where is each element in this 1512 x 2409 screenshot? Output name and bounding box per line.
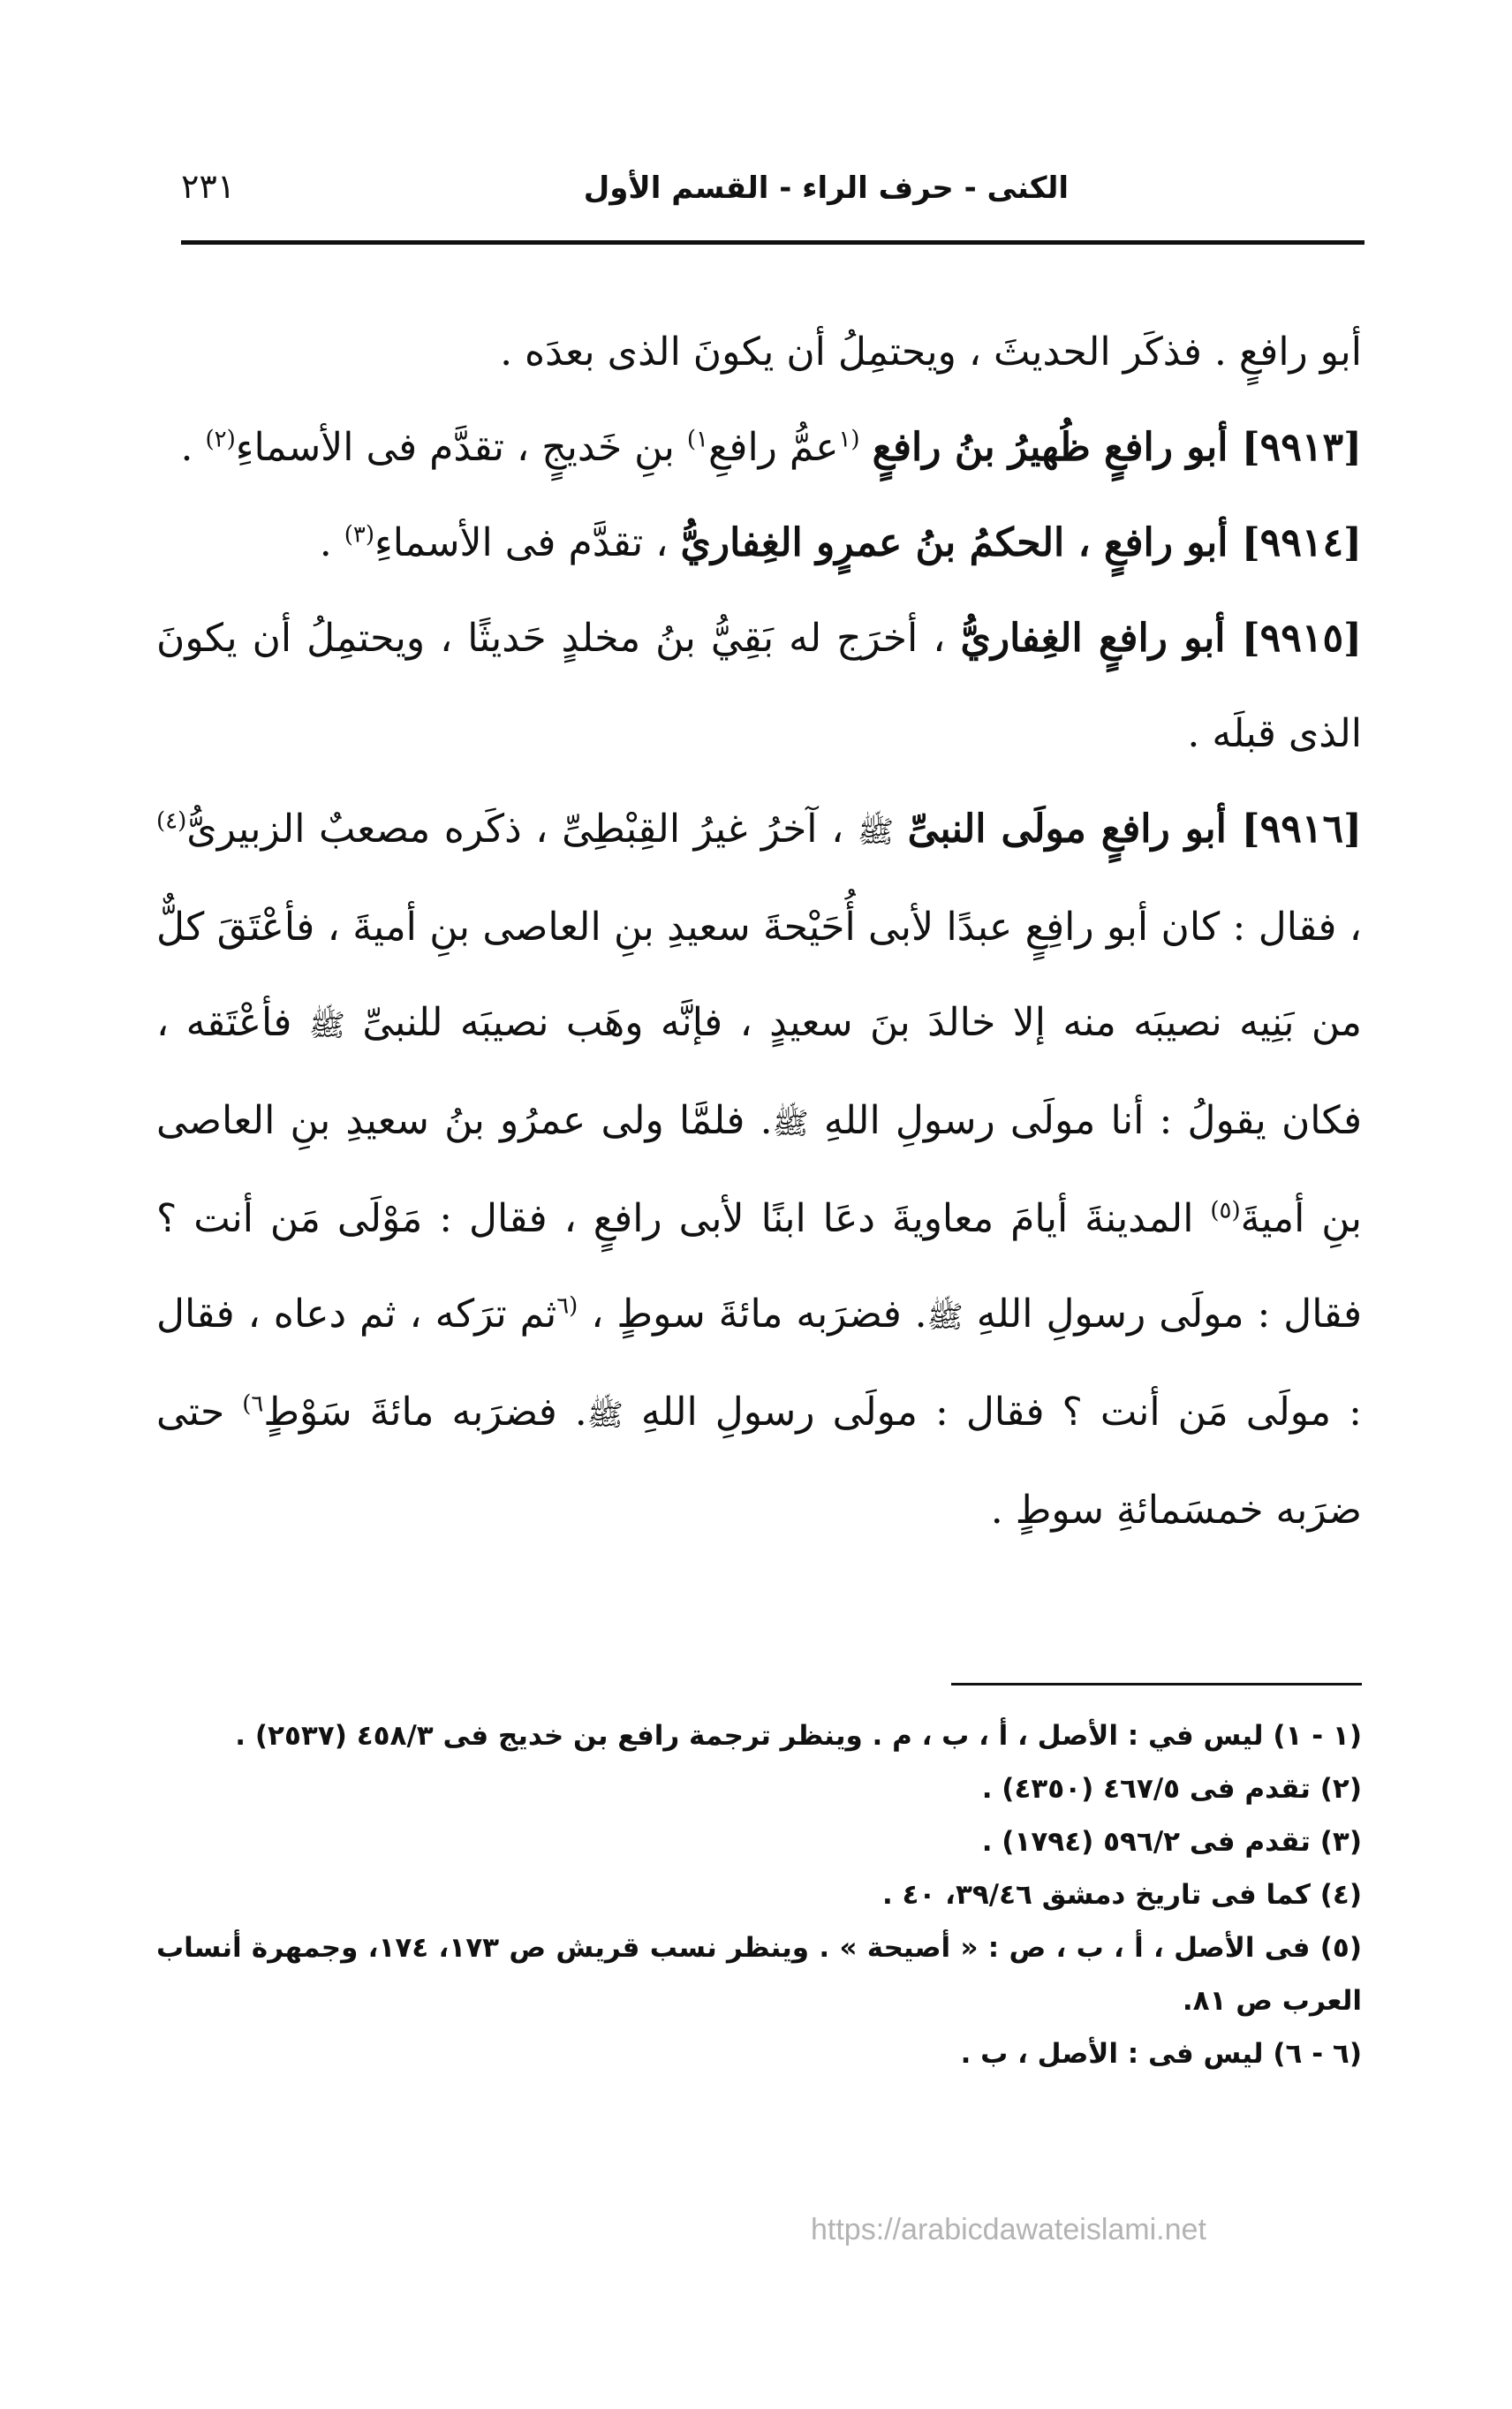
entry-9914 (156, 496, 1362, 591)
footnote-marker: (٢) (205, 426, 236, 453)
footnote-marker: ٦) (242, 1390, 264, 1418)
footnote: (٥) فى الأصل ، أ ، ب ، ص : « أصيحة » . وينظر نسب قريش ص ١٧٣، ١٧٤، وجمهرة أنساب العرب ص ٨١. (156, 1932, 1362, 2017)
running-header (181, 163, 1360, 225)
main-text (156, 305, 1362, 1558)
header-divider (181, 240, 1365, 245)
footnote-marker: ١) (686, 426, 708, 453)
footnote-divider (951, 1683, 1362, 1686)
entry-text: . (180, 425, 193, 470)
header-title: الكنى - حرف الراء - القسم الأول (583, 170, 1069, 206)
salawat-glyph: ﷺ (308, 1008, 345, 1043)
entry-text: ثم ترَكه ، ثم دعاه ، فقال : مولَى مَن أنت ؟ فقال : مولَى رسولِ اللهِ (156, 1292, 1362, 1435)
footnote-marker: (١ (838, 426, 860, 453)
footnote-marker: (٥) (1210, 1197, 1241, 1224)
paragraph-text: أبو رافعٍ . فذكَر الحديثَ ، ويحتمِلُ أن يكونَ الذى بعدَه . (500, 330, 1362, 375)
footnote: (٣) تقدم فى ٥٩٦/٢ (١٧٩٤) . (981, 1826, 1362, 1858)
watermark-url: https://arabicdawateislami.net (811, 2213, 1206, 2246)
paragraph-continuation (156, 305, 1362, 400)
footnote: (٤) كما فى تاريخ دمشق ٣٩/٤٦، ٤٠ . (881, 1879, 1362, 1911)
entry-heading: [٩٩١٤] أبو رافعٍ ، الحكمُ بنُ عمرٍو الغِفاريُّ (680, 520, 1362, 565)
entry-text: ، فقال : كان أبو رافِعٍ عبدًا لأبى أُحَيْحةَ سعيدِ بنِ العاصى بنِ أميةَ ، فأعْتَقَ كلٌّ من بَنِيه نصيبَه منه إلا خالدَ بنَ سعيدٍ ، فإنَّه وهَب نصيبَه للنبىِّ (156, 905, 1362, 1045)
footnote-marker: (٣) (344, 521, 375, 549)
footnote: (٦ - ٦) ليس فى : الأصل ، ب . (960, 2038, 1362, 2070)
entry-text: عمُّ رافعِ (708, 425, 839, 470)
entry-text: حتى ضرَبه خمسَمائةِ سوطٍ . (156, 1390, 1362, 1533)
salawat-glyph: ﷺ (772, 1106, 809, 1141)
footnote: (١ - ١) ليس في : الأصل ، أ ، ب ، م . وينظر ترجمة رافع بن خديج فى ٤٥٨/٣ (٢٥٣٧) . (235, 1720, 1362, 1752)
entry-text: . فضرَبه مائةَ سوطٍ ، (591, 1292, 927, 1337)
entry-text: . فضرَبه مائةَ سَوْطٍ (263, 1390, 587, 1435)
salawat-glyph: ﷺ (586, 1398, 624, 1433)
footnotes (156, 1709, 1362, 2080)
entry-text: . (319, 520, 332, 565)
page-number: ٢٣١ (181, 167, 236, 206)
entry-heading: [٩٩١٦] أبو رافعٍ مولَى النبىِّ (907, 807, 1362, 852)
entry-text: فأعْتَقه ، فكان يقولُ : أنا مولَى رسولِ اللهِ (156, 1000, 1363, 1143)
salawat-glyph: ﷺ (857, 814, 895, 850)
entry-text: المدينةَ أيامَ معاويةَ دعَا ابنًا لأبى رافعٍ ، فقال : مَوْلَى مَن أنت ؟ فقال : مولَى رسولِ اللهِ (156, 1196, 1362, 1337)
entry-text: ، تقدَّم فى الأسماءِ (374, 520, 669, 565)
entry-text: ، آخرُ غيرُ القِبْطِىِّ ، ذكَره مصعبٌ الزبيرىُّ (186, 807, 844, 852)
entry-text: . فلمَّا ولى عمرُو بنُ سعيدِ بنِ العاصى بنِ أميةَ (156, 1098, 1362, 1241)
entry-9913 (156, 400, 1362, 496)
footnote: (٢) تقدم فى ٤٦٧/٥ (٤٣٥٠) . (981, 1773, 1362, 1805)
entry-text: بنِ خَديجٍ ، تقدَّم فى الأسماءِ (235, 425, 675, 470)
salawat-glyph: ﷺ (926, 1299, 964, 1335)
footnote-marker: (٦ (556, 1292, 578, 1320)
footnote-marker: (٤) (156, 807, 187, 835)
entry-heading: [٩٩١٥] أبو رافعٍ الغِفاريُّ (960, 616, 1362, 661)
entry-9916 (156, 782, 1362, 1558)
entry-text: ، أخرَج له بَقِيُّ بنُ مخلدٍ حَديثًا ، ويحتمِلُ أن يكونَ الذى قبلَه . (156, 616, 1362, 756)
entry-9915 (156, 591, 1362, 782)
entry-heading: [٩٩١٣] أبو رافعٍ ظُهيرُ بنُ رافعٍ (872, 425, 1362, 470)
